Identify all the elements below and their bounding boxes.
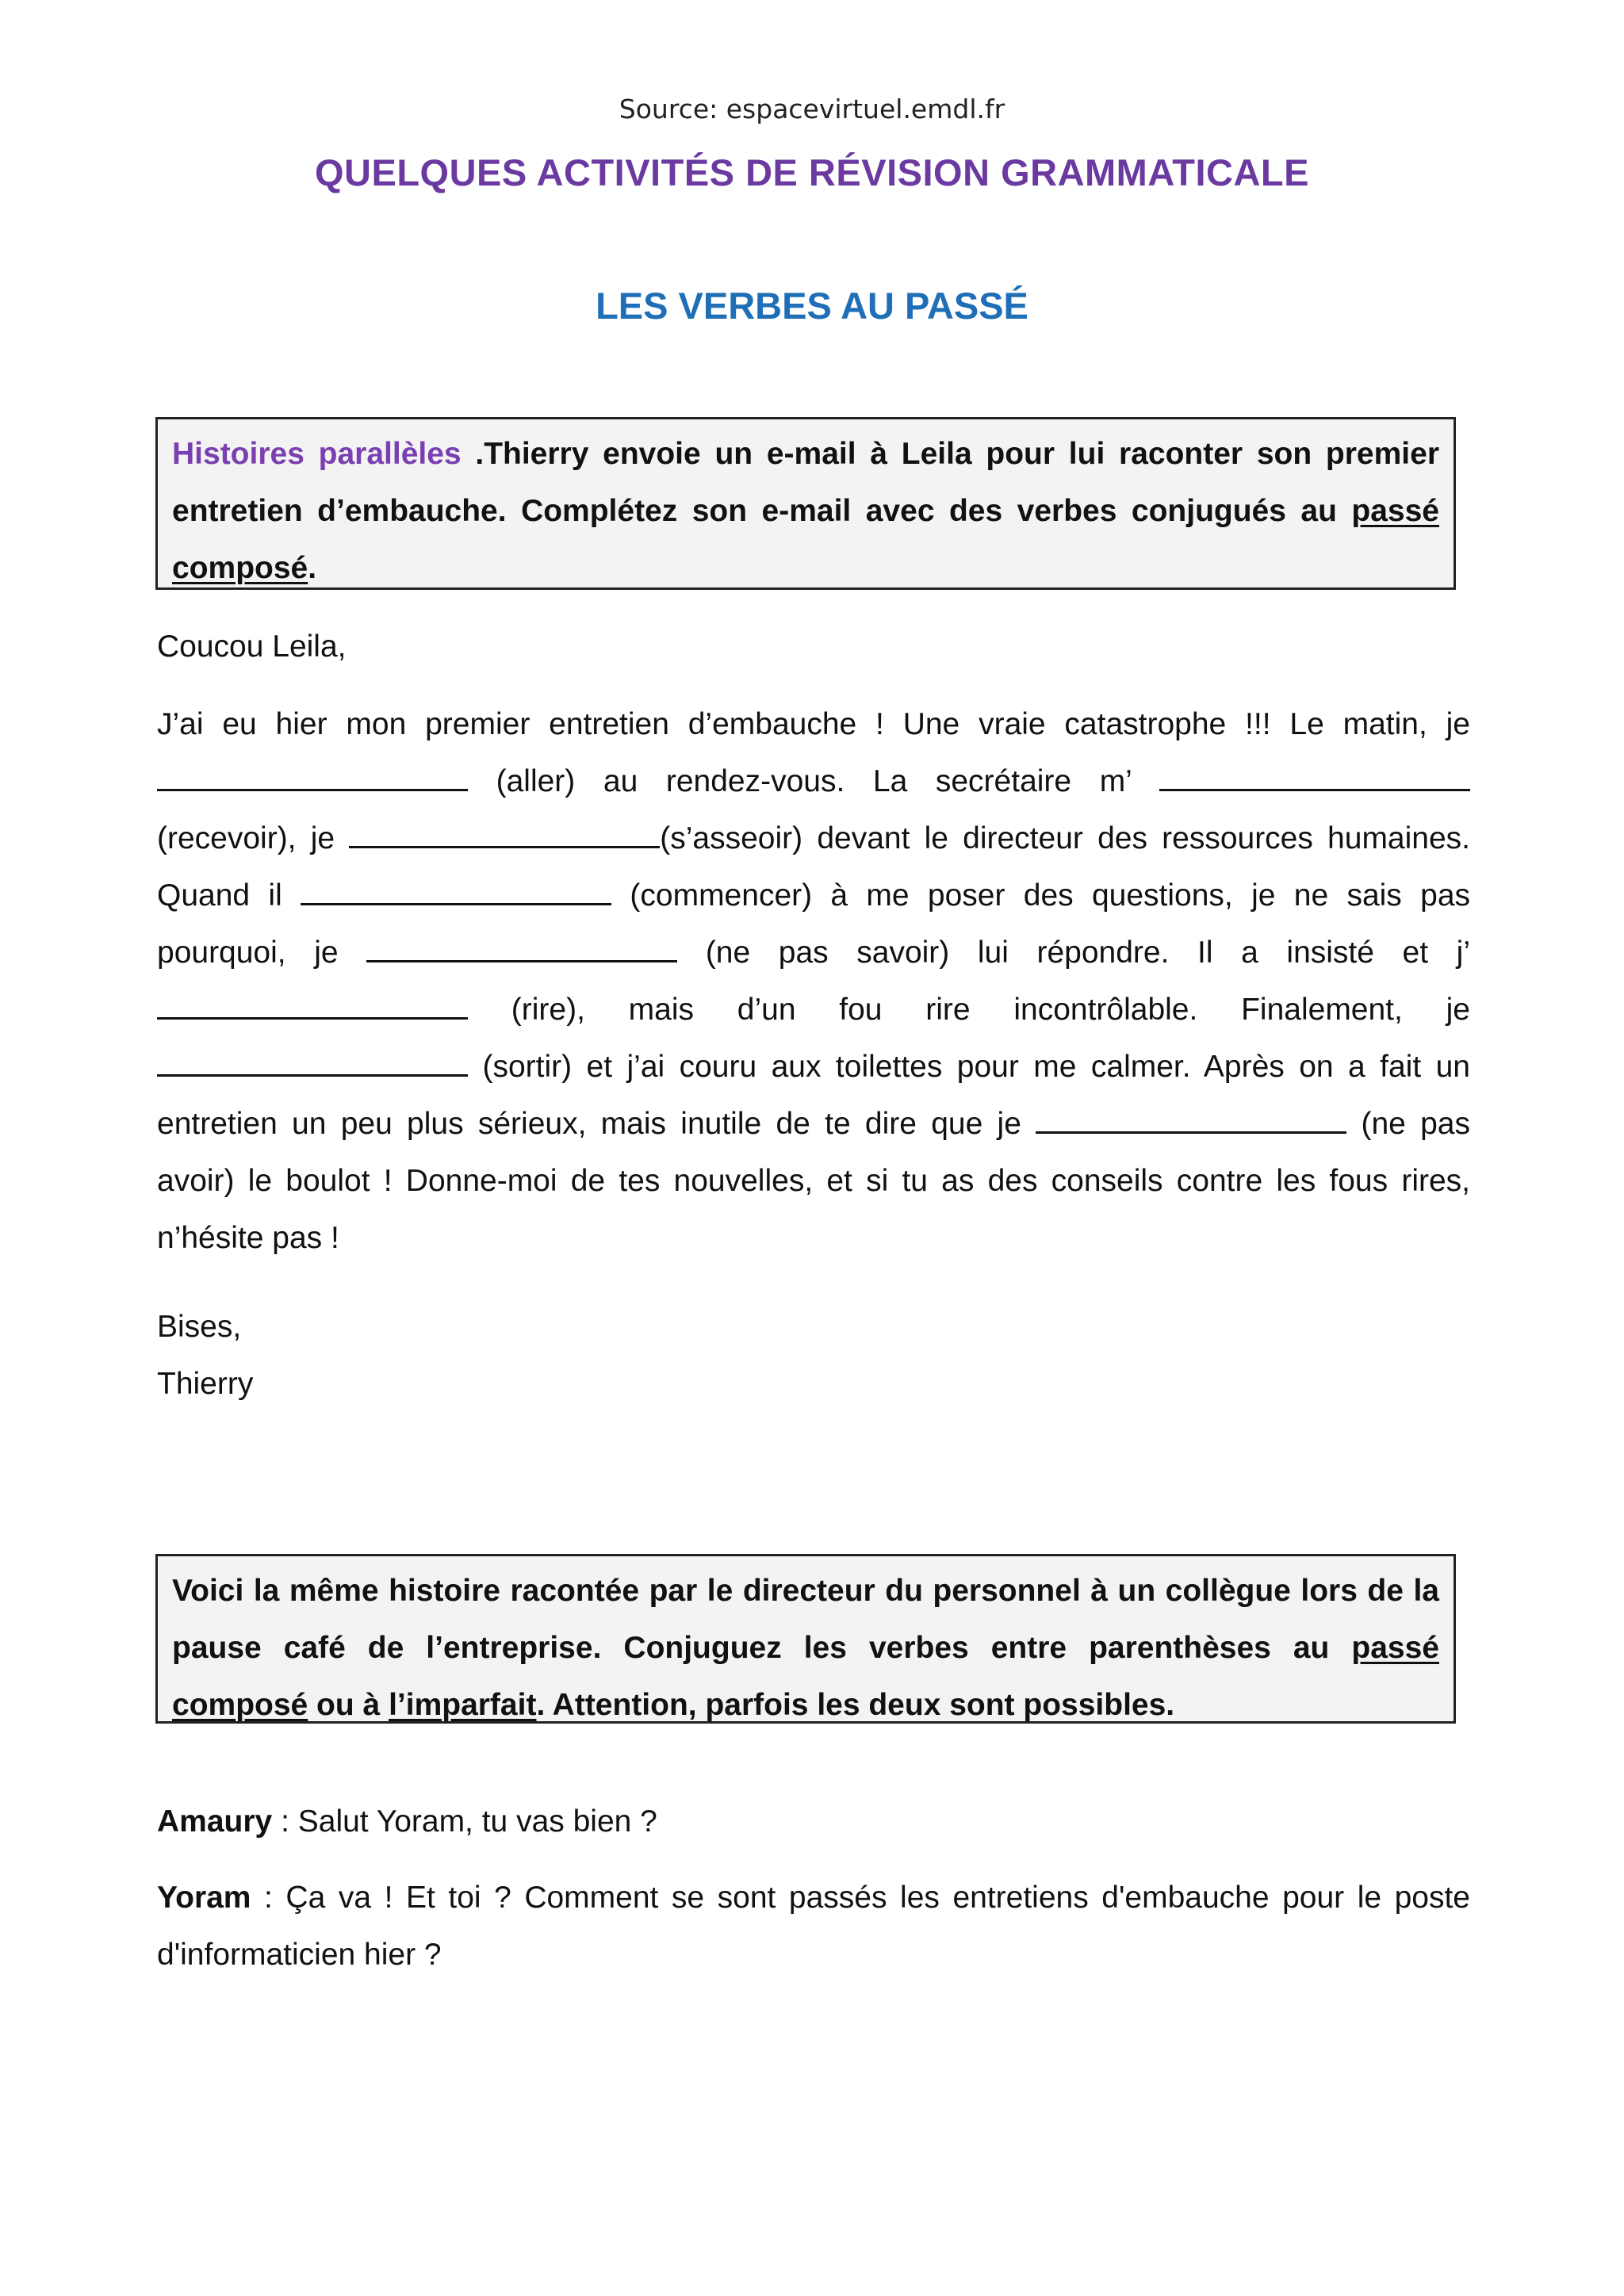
exercise1-label: Histoires parallèles [172, 437, 462, 471]
exercise1-instruction-end: . [308, 551, 317, 585]
exercise2-tense-passe-compose: passé composé [172, 1631, 1439, 1722]
exercise2-instruction-end: . Attention, parfois les deux sont possibles. [536, 1688, 1175, 1722]
blank-recevoir[interactable] [1159, 762, 1470, 791]
exercise1-instruction-text: .Thierry envoie un e-mail à Leila pour lui raconter son premier entretien d’embauche. Complétez son e-mail avec des verbes conjugués au [172, 437, 1439, 528]
dialog-speaker: Amaury [157, 1804, 273, 1839]
letter-body [157, 696, 1470, 1267]
letter-text-4: (s’asseoir) devant le directeur des ressources humaines. Quand il [157, 821, 1470, 913]
dialog-line [157, 1793, 1470, 1850]
letter-text-2: (aller) au rendez-vous. La secrétaire m’ [496, 764, 1132, 798]
blank-aller[interactable] [157, 762, 468, 791]
exercise2-instruction-box [155, 1554, 1456, 1724]
exercise2-instruction-mid: ou à [308, 1688, 389, 1722]
exercise2-instruction-text: Voici la même histoire racontée par le directeur du personnel à un collègue lors de la pause café de l’entreprise. Conjuguez les verbes entre parenthèses au [172, 1574, 1439, 1665]
blank-ne-pas-avoir[interactable] [1036, 1104, 1346, 1134]
letter-text-9: (ne pas avoir) le boulot ! Donne-moi de tes nouvelles, et si tu as des conseils contre les fous rires, n’hésite pas ! [157, 1107, 1470, 1255]
blank-sortir[interactable] [157, 1047, 468, 1077]
letter-text-5: (commencer) à me poser des questions, je ne sais pas pourquoi, je [157, 878, 1471, 970]
dialog-text: : Ça va ! Et toi ? Comment se sont passés les entretiens d'embauche pour le poste d'informaticien hier ? [157, 1881, 1470, 1972]
exercise2-tense-imparfait: l’imparfait [389, 1688, 537, 1722]
letter-text-1: J’ai eu hier mon premier entretien d’embauche ! Une vraie catastrophe !!! Le matin, je [157, 707, 1470, 741]
letter-signature: Thierry [157, 1367, 254, 1401]
letter-greeting: Coucou Leila, [157, 629, 347, 664]
dialog-line [157, 1869, 1470, 1984]
blank-ne-pas-savoir[interactable] [366, 933, 677, 962]
letter-text-3: (recevoir), je [157, 821, 335, 855]
dialog [157, 1793, 1470, 2003]
letter-text-8: (sortir) et j’ai couru aux toilettes pour me calmer. Après on a fait un entretien un peu plus sérieux, mais inutile de te dire que je [157, 1050, 1470, 1141]
source-line: Source: espacevirtuel.emdl.fr [619, 94, 1005, 124]
letter-closing: Bises, [157, 1310, 242, 1344]
section-title: LES VERBES AU PASSÉ [596, 285, 1028, 327]
exercise1-instruction-box [155, 417, 1456, 590]
exercise1-tense-underlined: passé composé [172, 494, 1439, 585]
letter-text-6: (ne pas savoir) lui répondre. Il a insisté et j’ [705, 936, 1471, 970]
dialog-speaker: Yoram [157, 1881, 251, 1915]
letter-text-7: (rire), mais d’un fou rire incontrôlable. Finalement, je [511, 993, 1470, 1027]
page-title: QUELQUES ACTIVITÉS DE RÉVISION GRAMMATICALE [314, 151, 1309, 193]
blank-rire[interactable] [157, 990, 468, 1020]
dialog-text: : Salut Yoram, tu vas bien ? [272, 1804, 657, 1839]
blank-commencer[interactable] [301, 876, 611, 905]
letter-signoff [157, 1299, 1470, 1413]
blank-sasseoir[interactable] [349, 819, 660, 848]
